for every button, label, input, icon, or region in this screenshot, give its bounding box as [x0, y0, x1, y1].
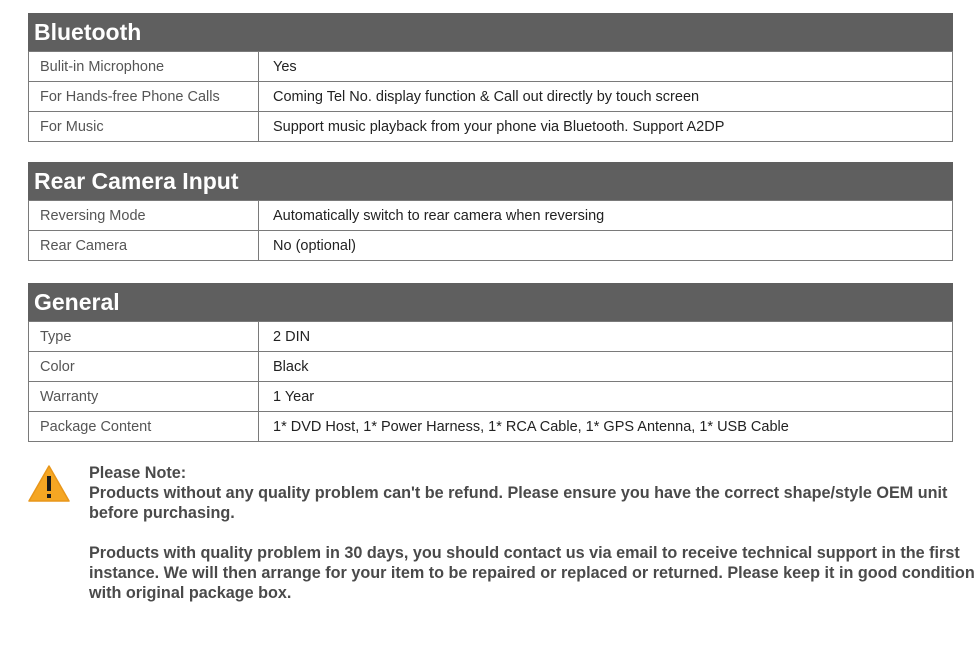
rear-camera-section [28, 162, 953, 261]
spec-value: 1* DVD Host, 1* Power Harness, 1* RCA Cable, 1* GPS Antenna, 1* USB Cable [259, 412, 953, 442]
section-title: General [28, 283, 953, 321]
table-row [29, 322, 953, 352]
table-row [29, 352, 953, 382]
table-row [29, 52, 953, 82]
table-row [29, 382, 953, 412]
section-title: Bluetooth [28, 13, 953, 51]
spec-value: Automatically switch to rear camera when reversing [259, 201, 953, 231]
table-row [29, 412, 953, 442]
note-paragraph-2: Products with quality problem in 30 days, you should contact us via email to receive technical support in the first instance. We will then arrange for your item to be repaired or replaced or returned. Please keep it in good condition with original package box. [89, 544, 975, 602]
table-row [29, 201, 953, 231]
spec-label: For Music [29, 112, 259, 142]
spec-label: Bulit-in Microphone [29, 52, 259, 82]
spec-value: Support music playback from your phone via Bluetooth. Support A2DP [259, 112, 953, 142]
note-paragraph-1: Products without any quality problem can't be refund. Please ensure you have the correct shape/style OEM unit before purchasing. [89, 484, 948, 522]
spec-label: Package Content [29, 412, 259, 442]
spec-table [28, 321, 953, 442]
table-row [29, 231, 953, 261]
note-text [89, 463, 979, 603]
spec-label: Reversing Mode [29, 201, 259, 231]
spec-label: Type [29, 322, 259, 352]
spec-label: Rear Camera [29, 231, 259, 261]
table-row [29, 112, 953, 142]
spec-value: No (optional) [259, 231, 953, 261]
spec-value: 2 DIN [259, 322, 953, 352]
spec-value: Black [259, 352, 953, 382]
spec-value: Yes [259, 52, 953, 82]
spec-label: Color [29, 352, 259, 382]
spec-label: Warranty [29, 382, 259, 412]
general-section [28, 283, 953, 442]
spec-table [28, 51, 953, 142]
spec-label: For Hands-free Phone Calls [29, 82, 259, 112]
spec-table [28, 200, 953, 261]
warning-icon [28, 465, 70, 503]
bluetooth-section [28, 13, 953, 142]
section-title: Rear Camera Input [28, 162, 953, 200]
table-row [29, 82, 953, 112]
spec-value: Coming Tel No. display function & Call out directly by touch screen [259, 82, 953, 112]
spec-value: 1 Year [259, 382, 953, 412]
note-heading: Please Note: [89, 464, 187, 482]
